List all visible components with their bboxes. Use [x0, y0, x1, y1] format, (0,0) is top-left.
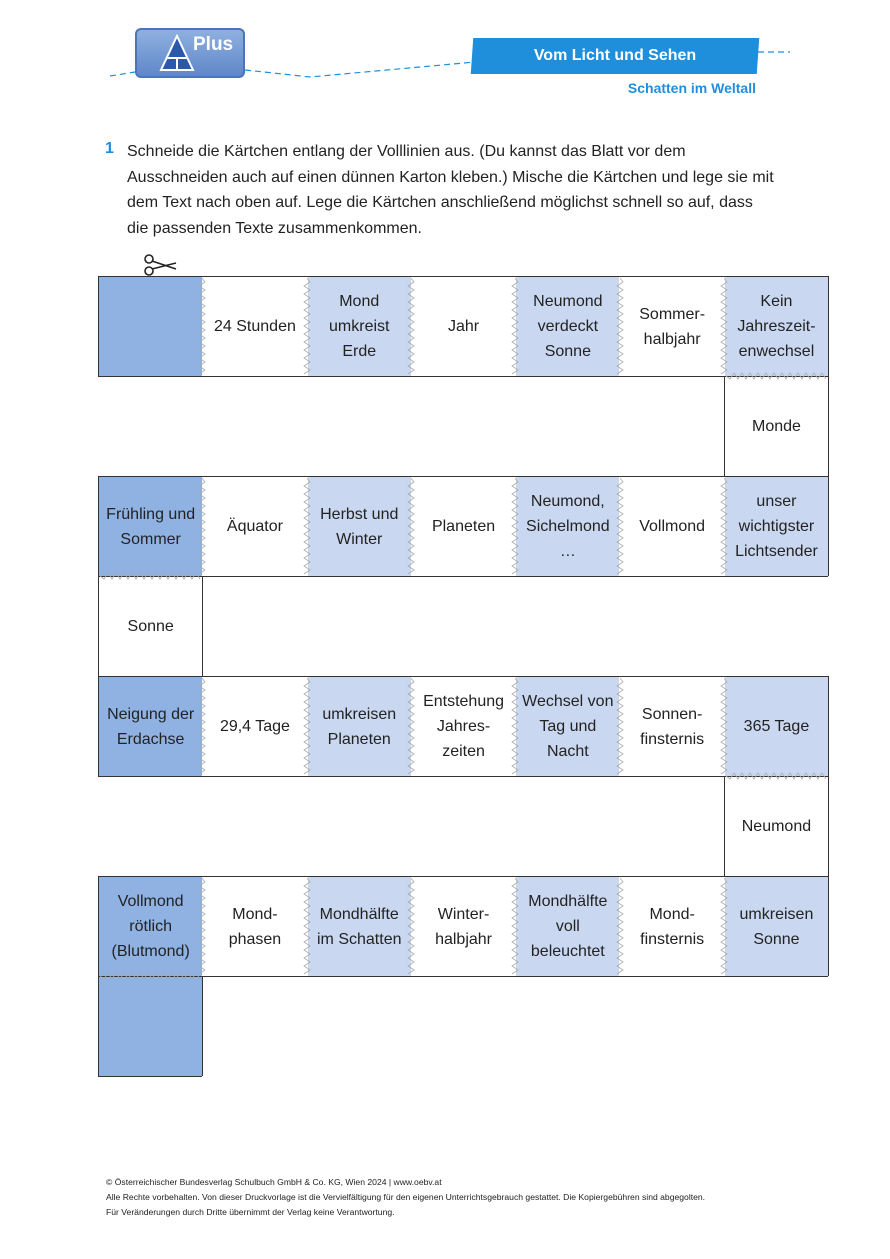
fold-line [198, 878, 206, 974]
card-r2-7 [725, 477, 828, 576]
card-r1-2-text: 24 Stunden [214, 318, 296, 335]
fold-line [511, 678, 519, 774]
card-r1-7 [725, 277, 828, 376]
cut-line [98, 676, 99, 776]
card-r3-7-text: 365 Tage [743, 718, 810, 735]
card-r1-4-text: Jahr [447, 318, 480, 335]
cut-line [98, 676, 828, 677]
fold-line [407, 878, 415, 974]
card-r3-4-text: Entstehung Jahres-zeiten [423, 693, 505, 760]
fold-line [100, 972, 200, 980]
card-r3-1-text: Neigung der Erdachse [107, 705, 195, 748]
footer-rights: Alle Rechte vorbehalten. Von dieser Druckvorlage ist die Vervielfältigung für den eigenen Unterrichtsgebrauch gestattet. Die Kopiergebühren sind abgegolten. [106, 1192, 706, 1202]
fold-line [616, 678, 624, 774]
card-r1-4 [412, 277, 515, 376]
fold-line [616, 278, 624, 374]
card-r2-5 [516, 477, 619, 576]
cut-line [98, 876, 828, 877]
card-r2-1-text: Frühling und Sommer [106, 505, 196, 548]
fold-line [726, 772, 826, 780]
cut-line [724, 776, 725, 876]
cut-line [828, 876, 829, 976]
card-r3-4 [412, 677, 515, 776]
fold-line [100, 572, 200, 580]
fold-line [407, 678, 415, 774]
card-r2-turn-text: Sonne [127, 618, 174, 635]
card-r2-1 [99, 477, 202, 576]
cut-line [202, 576, 203, 676]
card-r3-turn-text: Neumond [741, 818, 812, 835]
card-r1-1 [99, 277, 202, 376]
card-r4-1-text: Vollmond rötlich (Blutmond) [111, 893, 190, 960]
fold-line [303, 478, 311, 574]
card-r1-turn [725, 377, 828, 476]
card-r4-2 [203, 877, 306, 976]
card-r4-5-text: Mondhälfte voll beleuchtet [528, 893, 608, 960]
task-instructions: Schneide die Kärtchen entlang der Volllinien aus. (Du kannst das Blatt vor dem Ausschneiden auch auf einen dünnen Karton kleben.) Mische die Kärtchen und lege sie mit dem Text nach oben auf. Lege die Kärtchen anschließend möglichst schnell so auf, dass die passenden Texte zusammenkommen. [127, 143, 774, 237]
fold-line [720, 878, 728, 974]
cut-line [724, 376, 725, 476]
scissors-icon [142, 252, 178, 278]
card-r4-7-text: umkreisen Sonne [739, 905, 814, 948]
card-r1-6 [621, 277, 724, 376]
cut-line [98, 276, 99, 376]
card-r4-turn [99, 977, 202, 1076]
fold-line [616, 878, 624, 974]
triangle-logo-icon [159, 34, 195, 74]
cut-line [98, 976, 99, 1076]
card-r2-2 [203, 477, 306, 576]
cut-line [98, 976, 828, 977]
cut-line [828, 376, 829, 476]
cut-line [202, 976, 203, 1076]
cut-line [828, 476, 829, 576]
fold-line [303, 278, 311, 374]
cut-line [98, 1076, 202, 1077]
fold-line [303, 878, 311, 974]
card-r3-5 [516, 677, 619, 776]
fold-line [720, 278, 728, 374]
fold-line [511, 878, 519, 974]
cut-line [98, 376, 828, 377]
fold-line [198, 678, 206, 774]
cut-line [98, 876, 99, 976]
footer-copyright: © Österreichischer Bundesverlag Schulbuch GmbH & Co. KG, Wien 2024 | www.oebv.at [106, 1177, 442, 1187]
fold-line [303, 678, 311, 774]
card-r2-2-text: Äquator [226, 518, 283, 535]
card-r4-3 [308, 877, 411, 976]
card-r4-2-text: Mond-phasen [228, 905, 282, 948]
card-r3-6-text: Sonnen-finsternis [640, 705, 705, 748]
card-r3-3-text: umkreisen Planeten [322, 705, 397, 748]
card-r4-4-text: Winter-halbjahr [435, 905, 492, 948]
cut-line [98, 576, 99, 676]
fold-line [720, 678, 728, 774]
fold-line [198, 478, 206, 574]
card-r3-5-text: Wechsel von Tag und Nacht [522, 693, 614, 760]
card-r1-7-text: Kein Jahreszeit-enwechsel [737, 293, 816, 360]
footer [106, 1175, 705, 1220]
fold-line [726, 372, 826, 380]
cut-line [98, 476, 828, 477]
card-r4-6 [621, 877, 724, 976]
card-r1-5-text: Neumond verdeckt Sonne [533, 293, 603, 360]
card-r3-turn [725, 777, 828, 876]
card-r3-6 [621, 677, 724, 776]
card-r3-2-text: 29,4 Tage [219, 718, 290, 735]
card-r1-turn-text: Monde [751, 418, 801, 435]
card-r2-4-text: Planeten [431, 518, 496, 535]
task-number: 1 [105, 140, 114, 157]
card-r1-3-text: Mond umkreist Erde [329, 293, 390, 360]
fold-line [407, 478, 415, 574]
card-r1-3 [308, 277, 411, 376]
cut-line [98, 476, 99, 576]
fold-line [616, 478, 624, 574]
plus-logo [135, 28, 245, 78]
fold-line [720, 478, 728, 574]
cut-line [98, 576, 828, 577]
card-r2-turn [99, 577, 202, 676]
cut-line [98, 776, 828, 777]
card-r4-3-text: Mondhälfte im Schatten [317, 905, 402, 948]
card-r1-2 [203, 277, 306, 376]
fold-line [198, 278, 206, 374]
fold-line [511, 478, 519, 574]
footer-disclaimer: Für Veränderungen durch Dritte übernimmt der Verlag keine Verantwortung. [106, 1207, 395, 1217]
card-r2-6 [621, 477, 724, 576]
card-r1-6-text: Sommer-halbjahr [639, 305, 706, 348]
card-r2-7-text: unser wichtigster Lichtsender [735, 493, 818, 560]
card-r3-3 [308, 677, 411, 776]
card-r3-2 [203, 677, 306, 776]
chapter-title: Vom Licht und Sehen [533, 47, 697, 64]
card-r4-5 [516, 877, 619, 976]
card-r4-6-text: Mond-finsternis [640, 905, 705, 948]
card-r2-3-text: Herbst und Winter [320, 505, 399, 548]
cut-line [98, 276, 828, 277]
section-title: Schatten im Weltall [627, 80, 756, 96]
cut-line [828, 676, 829, 776]
card-r2-6-text: Vollmond [639, 518, 706, 535]
card-r2-3 [308, 477, 411, 576]
card-r2-5-text: Neumond, Sichelmond … [526, 493, 610, 560]
logo-text: Plus [193, 34, 234, 55]
card-r1-5 [516, 277, 619, 376]
fold-line [407, 278, 415, 374]
card-r4-7 [725, 877, 828, 976]
card-r2-4 [412, 477, 515, 576]
card-r4-1 [99, 877, 202, 976]
card-r3-1 [99, 677, 202, 776]
fold-line [511, 278, 519, 374]
card-r4-4 [412, 877, 515, 976]
card-r3-7 [725, 677, 828, 776]
cut-line [828, 276, 829, 376]
cut-line [828, 776, 829, 876]
